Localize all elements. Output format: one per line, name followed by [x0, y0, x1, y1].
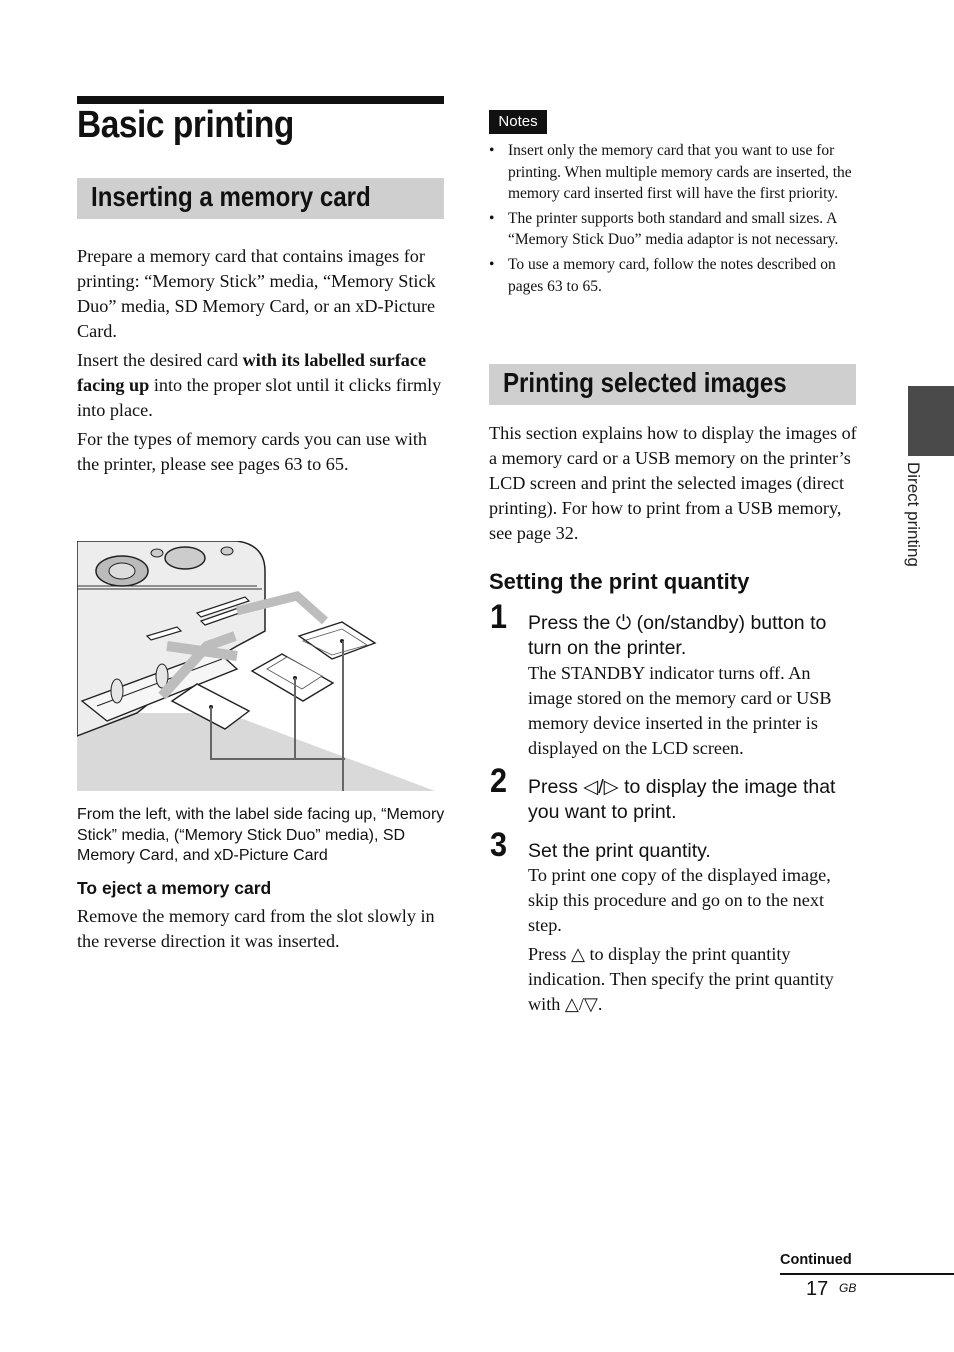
insert-body — [77, 244, 447, 481]
step-body: To print one copy of the displayed image, skip this procedure and go on to the next step. — [528, 865, 831, 935]
insert-para-3: For the types of memory cards you can use with the printer, please see pages 63 to 65. — [77, 429, 428, 474]
step-number: 3 — [489, 826, 507, 864]
section-heading-insert — [77, 178, 444, 219]
print-intro: This section explains how to display the images of a memory card or a USB memory on the printer’s LCD screen and print the selected images (direct printing). For how to print from a USB memory, see page 32. — [489, 423, 857, 543]
notes-badge: Notes — [489, 110, 547, 134]
print-quantity-subheading: Setting the print quantity — [489, 569, 750, 594]
footer-rule — [780, 1273, 954, 1275]
figure-caption: From the left, with the label side facing up, “Memory Stick” media, (“Memory Stick Duo” media), SD Memory Card, and xD-Picture Card — [77, 806, 445, 864]
continued-label: Continued — [780, 1252, 852, 1268]
section-heading-print — [489, 364, 856, 405]
eject-heading: To eject a memory card — [77, 878, 272, 898]
step-number: 2 — [489, 762, 507, 800]
insert-para-2-pre: Insert the desired card — [77, 350, 243, 370]
chapter-tab-label: Direct printing — [904, 462, 923, 567]
step-heading: Press the ⏻ (on/standby) button to turn on the printer. — [528, 612, 827, 659]
note-item: • To use a memory card, follow the notes described on pages 63 to 65. — [489, 254, 859, 297]
note-item: • The printer supports both standard and small sizes. A “Memory Stick Duo” media adaptor is not necessary. — [489, 208, 859, 251]
notes-list — [489, 140, 859, 300]
insert-para-2-bold: with its labelled surface facing up — [77, 350, 427, 395]
memory-card-illustration — [77, 541, 435, 791]
section-heading-print-text: Printing selected images — [503, 367, 787, 398]
insert-para-2-post: into the proper slot until it clicks firmly into place. — [77, 375, 442, 420]
page-title: Basic printing — [77, 104, 294, 146]
step-heading: Press ◁/▷ to display the image that you want to print. — [528, 776, 836, 823]
insert-para-2 — [77, 348, 447, 423]
chapter-tab-marker — [908, 386, 954, 456]
eject-body: Remove the memory card from the slot slowly in the reverse direction it was inserted. — [77, 906, 435, 951]
title-rule — [77, 96, 444, 104]
page-suffix: GB — [839, 1281, 857, 1295]
note-item: • Insert only the memory card that you want to use for printing. When multiple memory cards are inserted, the memory card inserted first will have the first priority. — [489, 140, 859, 205]
step-number: 1 — [489, 598, 507, 636]
step-body: The STANDBY indicator turns off. An image stored on the memory card or USB memory device inserted in the printer is displayed on the LCD screen. — [528, 663, 832, 758]
step-heading: Set the print quantity. — [528, 840, 711, 862]
step-body: Press △ to display the print quantity indication. Then specify the print quantity with △/▽. — [528, 944, 834, 1014]
section-heading-insert-text: Inserting a memory card — [91, 181, 371, 212]
page-number: 17 — [806, 1278, 829, 1300]
insert-para-1: Prepare a memory card that contains images for printing: “Memory Stick” media, “Memory Stick Duo” media, SD Memory Card, or an xD-Picture Card. — [77, 246, 436, 341]
